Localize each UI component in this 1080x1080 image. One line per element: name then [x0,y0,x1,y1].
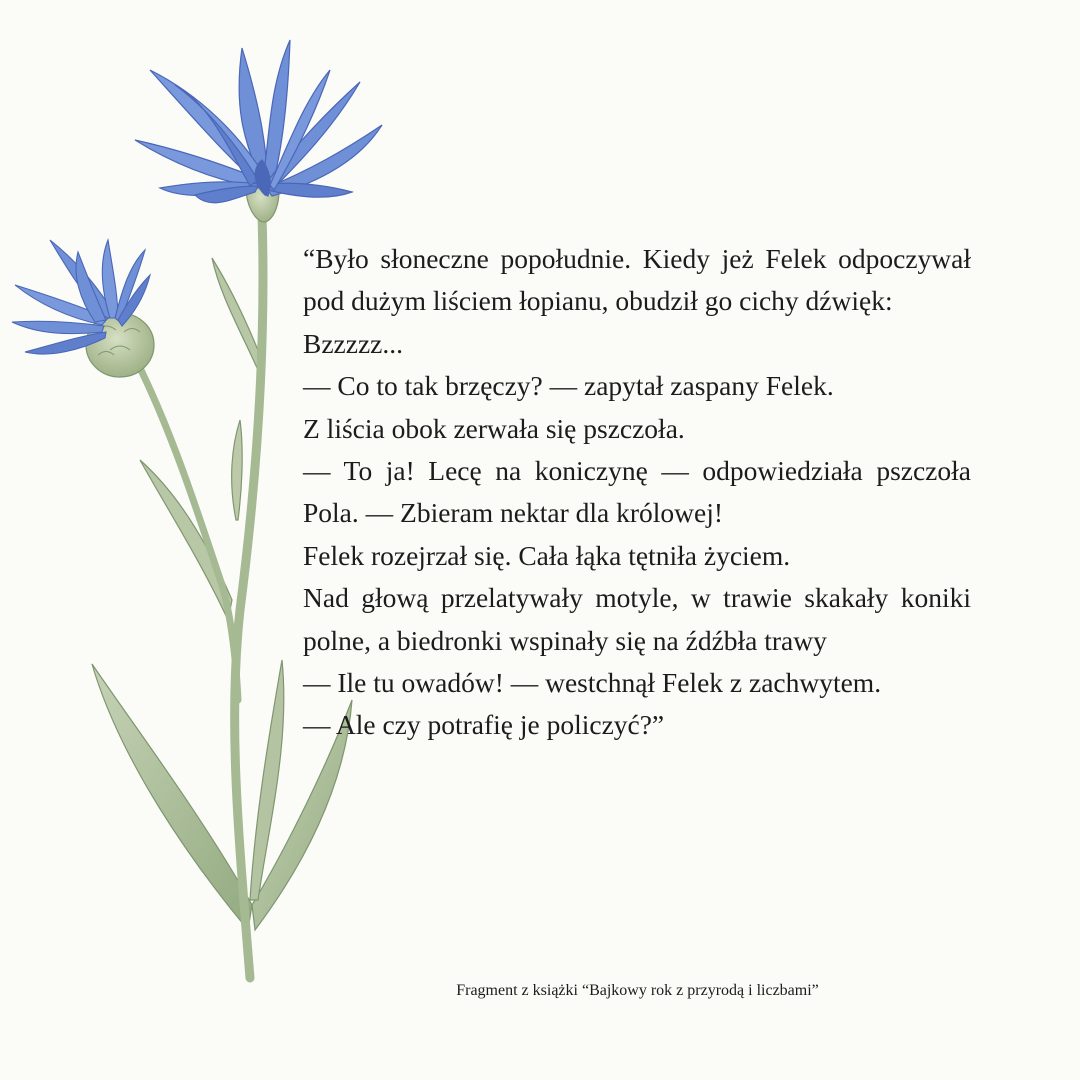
book-caption: Fragment z książki “Bajkowy rok z przyrodą i liczbami” [456,982,819,999]
leaf-mid-thin [232,420,243,520]
story-paragraph: — Ale czy potrafię je policzyć?” [303,709,665,741]
story-paragraph: — Ile tu owadów! — westchnął Felek z zachwytem. [303,667,882,699]
story-paragraph: — To ja! Lecę na koniczynę — odpowiedziała pszczoła Pola. — Zbieram nektar dla królowej! [303,455,971,529]
story-paragraph: — Co to tak brzęczy? — zapytał zaspany Felek. [303,370,834,402]
leaf-lower-left [92,664,252,930]
story-paragraph: Bzzzzz... [303,327,403,359]
story-paragraph: Z liścia obok zerwała się pszczoła. [303,412,685,444]
story-text [303,238,971,747]
top-flower-petals [135,40,382,203]
leaf-upper-left [212,258,262,370]
story-paragraph: “Było słoneczne popołudnie. Kiedy jeż Felek odpoczywał pod dużym liściem łopianu, obudził go cichy dźwięk: [303,243,971,317]
story-paragraph: Nad głową przelatywały motyle, w trawie skakały koniki polne, a biedronki wspinały się na źdźbła trawy [303,582,971,656]
story-paragraph: Felek rozejrzał się. Cała łąka tętniła życiem. [303,539,791,571]
